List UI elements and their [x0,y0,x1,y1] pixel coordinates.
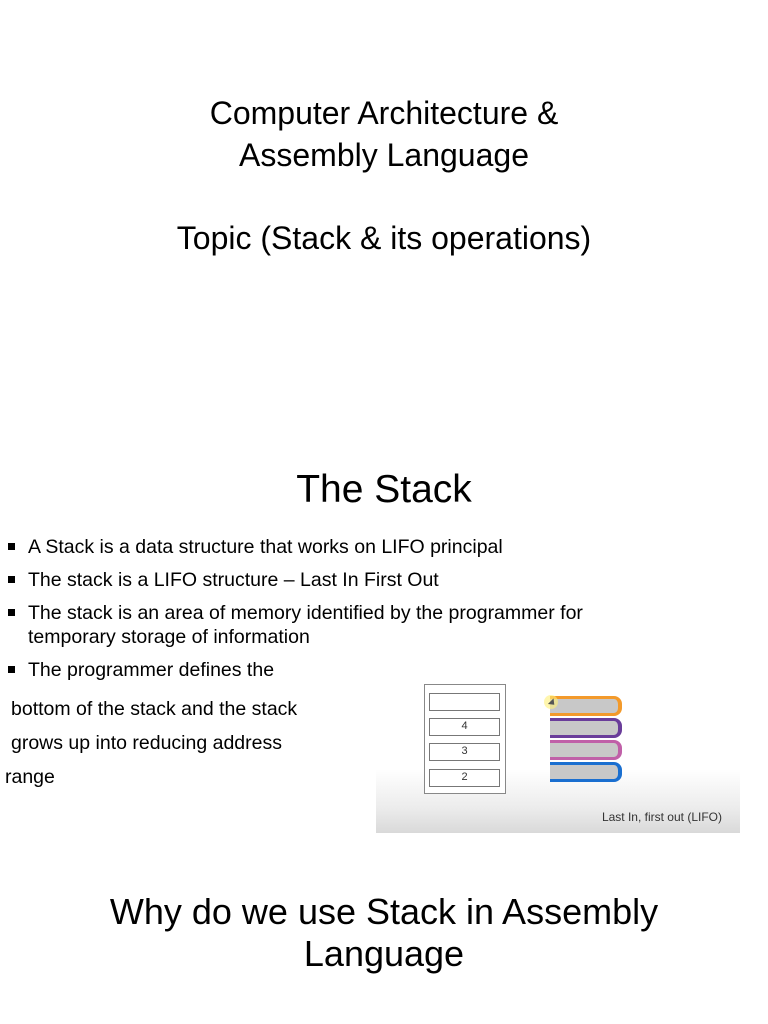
slide-title-the-stack: The Stack [296,468,472,511]
memory-cell: 4 [429,718,500,736]
bullet-item [0,535,720,559]
bullet-text: A Stack is a data structure that works on LIFO principal [28,536,503,558]
bullet-square-icon [8,543,15,550]
book-icon [550,740,622,760]
book-icon [550,696,622,716]
bullet-text: The stack is a LIFO structure – Last In First Out [28,569,439,591]
continuation-line: grows up into reducing address [11,732,282,754]
bullet-square-icon [8,666,15,673]
slide-title-course [0,92,768,176]
slide-title-why-stack [0,891,768,975]
title-line: Computer Architecture & [209,95,559,131]
memory-stack-frame [424,684,506,794]
memory-cell: 3 [429,743,500,761]
continuation-line: range [5,766,55,788]
bullet-item [0,601,720,649]
title-line: Why do we use Stack in Assembly [109,891,659,932]
book-icon [550,718,622,738]
bullet-item [0,568,720,592]
figure-caption: Last In, first out (LIFO) [601,810,722,824]
slide-topic: Topic (Stack & its operations) [176,220,592,256]
bullet-text: The programmer defines the [28,659,275,681]
title-line: Language [303,933,465,974]
bullet-text-continued: temporary storage of information [28,626,310,648]
bullet-square-icon [8,609,15,616]
memory-cell [429,693,500,711]
lifo-illustration [376,665,740,833]
bullet-text: The stack is an area of memory identified by the programmer for [28,602,583,624]
book-icon [550,762,622,782]
bullet-square-icon [8,576,15,583]
title-line: Assembly Language [239,137,529,173]
continuation-line: bottom of the stack and the stack [11,698,298,720]
memory-cell: 2 [429,769,500,787]
